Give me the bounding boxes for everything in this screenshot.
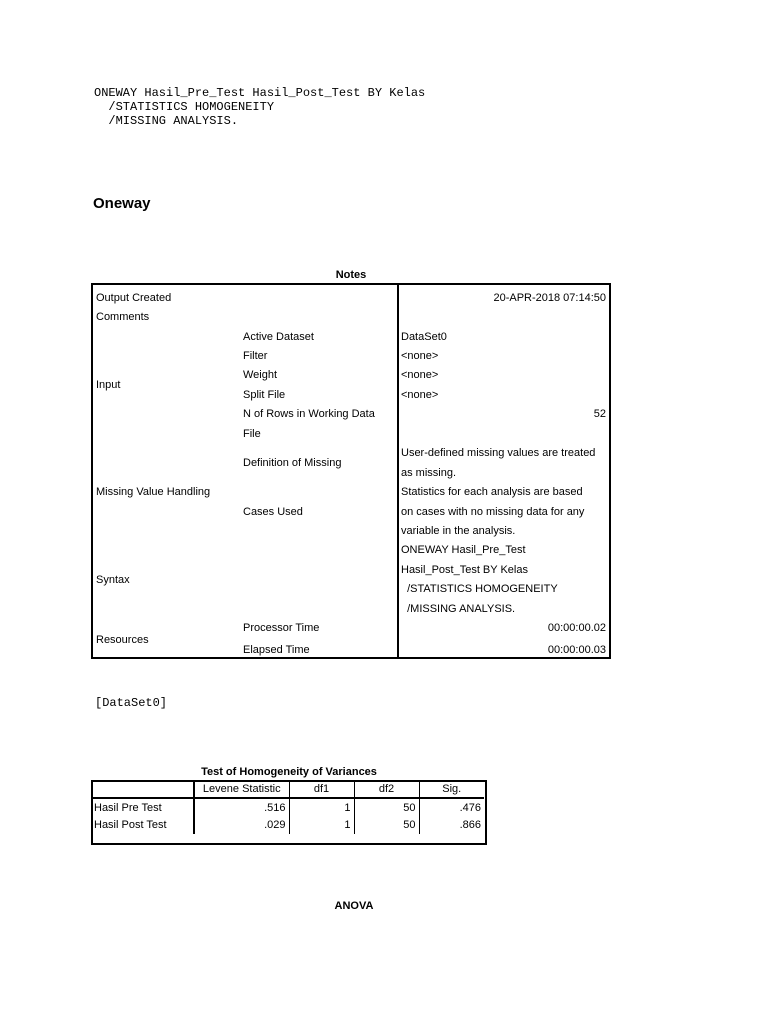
- notes-table: [91, 283, 611, 659]
- table-cell: .029: [194, 816, 289, 834]
- processor-time-value: 00:00:00.02: [547, 622, 606, 634]
- filter-label: Filter: [243, 350, 268, 362]
- syntax-label: Syntax: [96, 574, 130, 586]
- cases-used-label: Cases Used: [243, 506, 303, 518]
- table-cell: 50: [354, 798, 419, 816]
- table-cell: 1: [289, 798, 354, 816]
- header-cell: df1: [289, 780, 354, 798]
- cases-used-value: Statistics for each analysis are based: [401, 486, 583, 498]
- split-file-label: Split File: [243, 389, 286, 401]
- homogeneity-title: Test of Homogeneity of Variances: [201, 766, 377, 778]
- anova-title: ANOVA: [334, 900, 374, 912]
- syntax-value: ONEWAY Hasil_Pre_Test: [401, 544, 526, 556]
- definition-value: as missing.: [401, 467, 457, 479]
- syntax-value: Hasil_Post_Test BY Kelas: [401, 564, 528, 576]
- missing-handling-label: Missing Value Handling: [96, 486, 211, 498]
- active-dataset-value: DataSet0: [401, 331, 447, 343]
- comments-label: Comments: [96, 311, 150, 323]
- definition-label: Definition of Missing: [243, 457, 342, 469]
- header-cell: Levene Statistic: [194, 780, 289, 798]
- output-created-label: Output Created: [96, 292, 172, 304]
- resources-label: Resources: [96, 634, 149, 646]
- header-cell: Sig.: [419, 780, 484, 798]
- syntax-value: /MISSING ANALYSIS.: [401, 603, 516, 615]
- active-dataset-label: Active Dataset: [243, 331, 314, 343]
- cases-used-value: variable in the analysis.: [401, 525, 516, 537]
- cases-used-value: on cases with no missing data for any: [401, 506, 585, 518]
- elapsed-time-value: 00:00:00.03: [547, 644, 606, 656]
- table-row: [91, 798, 484, 816]
- header-cell: df2: [354, 780, 419, 798]
- notes-title: Notes: [335, 269, 367, 281]
- syntax-block: [94, 86, 425, 128]
- weight-label: Weight: [243, 369, 278, 381]
- syntax-value: /STATISTICS HOMOGENEITY: [401, 583, 558, 595]
- table-header-row: [91, 780, 484, 798]
- input-label: Input: [96, 379, 121, 391]
- definition-value: User-defined missing values are treated: [401, 447, 596, 459]
- n-rows-label: File: [243, 428, 261, 440]
- header-cell: [91, 780, 194, 798]
- n-rows-label: N of Rows in Working Data: [243, 408, 375, 420]
- column-divider: [397, 285, 399, 657]
- homogeneity-table: [91, 780, 484, 834]
- dataset-tag: [DataSet0]: [95, 696, 168, 710]
- weight-value: <none>: [401, 369, 439, 381]
- elapsed-time-label: Elapsed Time: [243, 644, 310, 656]
- table-cell: 50: [354, 816, 419, 834]
- output-created-value: 20-APR-2018 07:14:50: [493, 292, 606, 304]
- split-file-value: <none>: [401, 389, 439, 401]
- row-label: Hasil Post Test: [91, 816, 194, 834]
- table-cell: .476: [459, 801, 481, 814]
- syntax-line: /MISSING ANALYSIS.: [94, 114, 239, 128]
- table-row: [91, 816, 484, 834]
- row-label: Hasil Pre Test: [91, 798, 194, 816]
- procedure-heading: Oneway: [93, 195, 151, 212]
- syntax-line: ONEWAY Hasil_Pre_Test Hasil_Post_Test BY Kelas: [94, 86, 426, 100]
- filter-value: <none>: [401, 350, 439, 362]
- table-cell: 1: [289, 816, 354, 834]
- table-cell: .516: [194, 798, 289, 816]
- syntax-line: /STATISTICS HOMOGENEITY: [94, 100, 275, 114]
- n-rows-value: 52: [593, 408, 606, 420]
- table-cell: .866: [459, 819, 481, 831]
- processor-time-label: Processor Time: [243, 622, 320, 634]
